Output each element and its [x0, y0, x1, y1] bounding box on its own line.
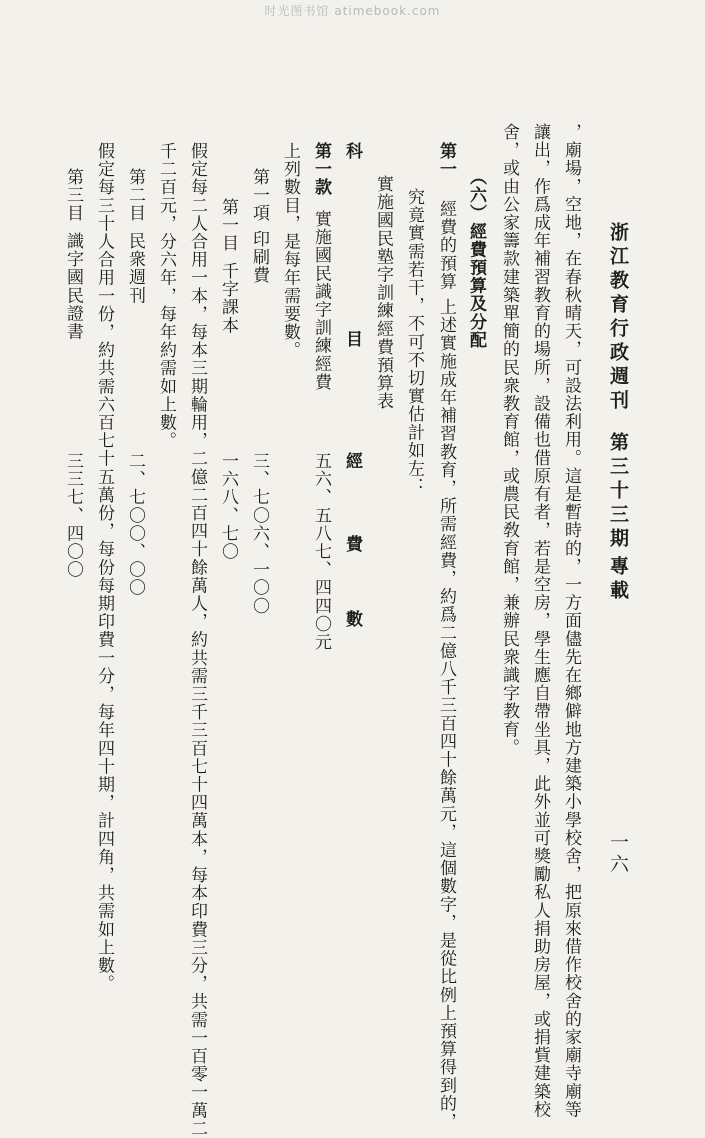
- para2-heading: 經費的預算: [436, 200, 456, 291]
- row-label: 第一款: [311, 142, 331, 197]
- table-header-subject: 科: [342, 142, 362, 161]
- assumption-1: 假定每二人合用一本，每本三期輪用，二億二百四十餘萬人，約共需三千三百七十四萬本，每本印費三分，共需一百零一萬二: [187, 142, 207, 1138]
- item2-label: 第二目: [125, 168, 145, 223]
- subitem-name: 千字課本: [218, 262, 238, 335]
- para2-line-2: 究竟實需若干，不可不切實估計如左：: [404, 188, 424, 496]
- table-header-amount-1: 經: [342, 452, 362, 471]
- item-label: 第一項: [249, 168, 269, 223]
- body-line-2: 讓出，作爲成年補習教育的場所，設備也借原有者，若是空房，學生應自帶坐具，此外並可獎勵私人捐助房屋，或捐貲建築校: [530, 123, 550, 1119]
- table-header-item: 目: [342, 330, 362, 349]
- journal-title: 浙江教育行政週刊: [607, 222, 629, 414]
- subitem-amount: 一六八、七〇: [218, 452, 238, 561]
- assumption-2: 假定每三十人合用一份，約共需六百七十五萬份，每份每期印費一分，每年四十期，計四角，共需如上數。: [94, 142, 114, 993]
- item-amount: 三、七〇六、一〇〇: [249, 452, 269, 615]
- row-name: 實施國民識字訓練經費: [311, 210, 331, 391]
- watermark: 时光图书馆 atimebook.com: [264, 4, 441, 18]
- section-heading: （六）經費預算及分配: [466, 168, 486, 349]
- para2-line-1: 上述實施成年補習教育，所需經費，約爲二億八千三百四十餘萬元，這個數字，是從比例上預算得到的，: [436, 298, 456, 1131]
- row-amount: 五六、五八七、四四〇元: [311, 452, 331, 652]
- item3-name: 識字國民證書: [63, 232, 83, 341]
- subitem-label: 第一目: [218, 198, 238, 253]
- table-header-amount-3: 數: [342, 610, 362, 629]
- table-header-amount-2: 費: [342, 535, 362, 554]
- section-label: 專載: [607, 556, 629, 604]
- assumption-1-cont: 千二百元，分六年，每年約需如上數。: [156, 142, 176, 450]
- issue-number: 第三十三期: [607, 432, 629, 552]
- row-note: 上列數目，是每年需要數。: [280, 142, 300, 360]
- item3-amount: 三三七、四〇〇: [63, 452, 83, 579]
- body-line-3: 舍，或由公家籌款建築單簡的民衆教育館，或農民敎育館，兼辦民衆識字教育。: [499, 123, 519, 757]
- table-title: 實施國民塾字訓練經費預算表: [373, 175, 393, 411]
- body-line-1: ，廟場，空地，在春秋晴天，可設法利用。這是暫時的，一方面儘先在鄉僻地方建築小學校舍，把原來借作校舍的家廟寺廟等: [561, 123, 581, 1119]
- para2-label: 第一: [436, 142, 456, 179]
- item-name: 印刷費: [249, 230, 269, 285]
- item2-name: 民衆週刊: [125, 232, 145, 305]
- page-number: 一六: [607, 832, 629, 876]
- item3-label: 第三目: [63, 168, 83, 223]
- item2-amount: 二、七〇〇、〇〇: [125, 452, 145, 597]
